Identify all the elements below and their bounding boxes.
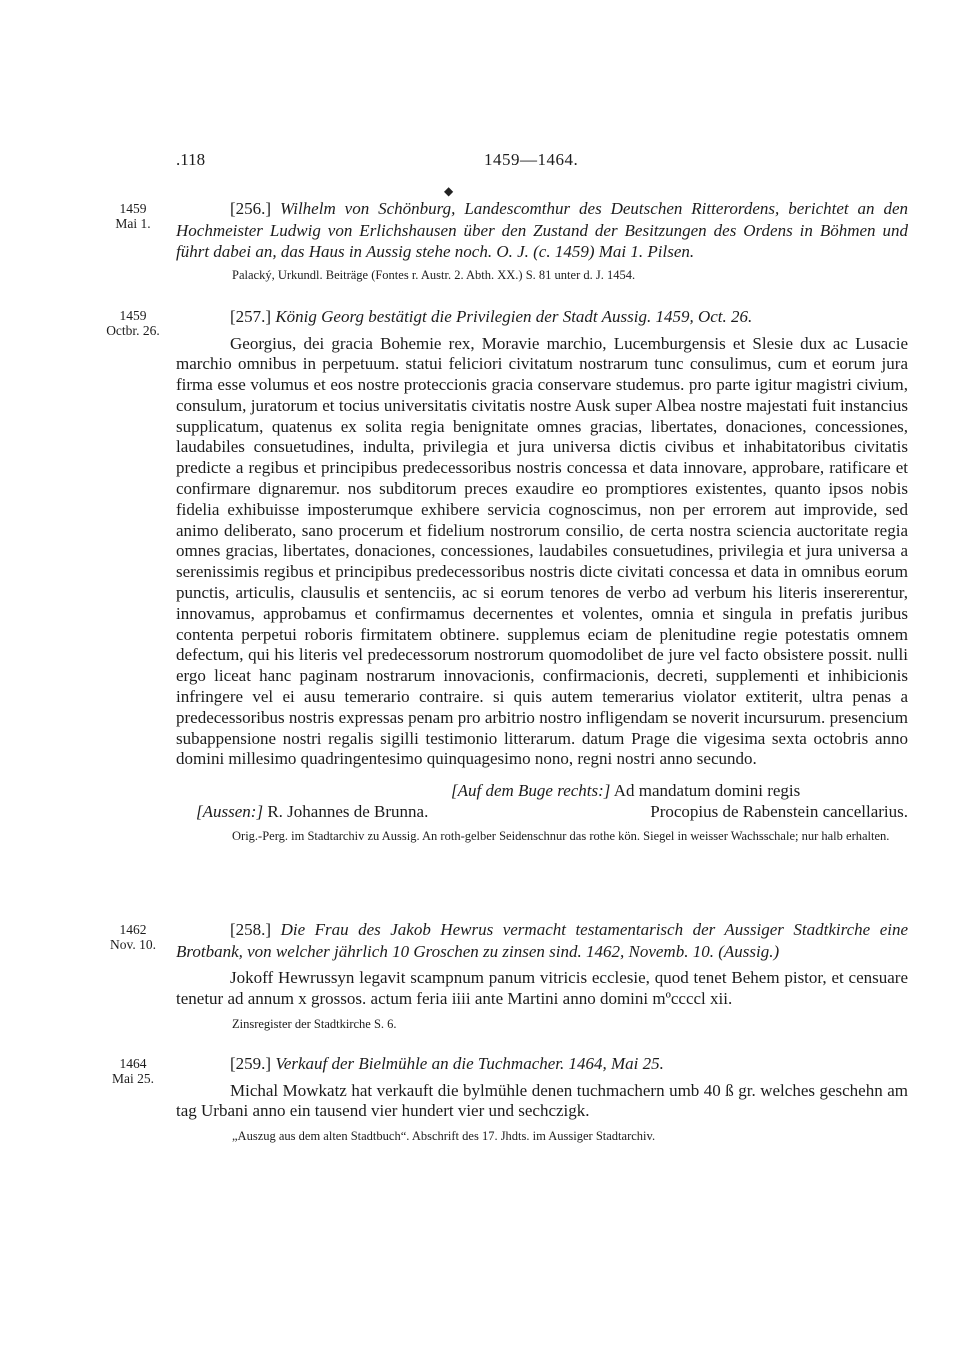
margin-day: Octbr. 26. <box>106 323 160 338</box>
margin-year: 1462 <box>119 922 147 937</box>
entry-256 <box>176 198 908 283</box>
plica-label: [Auf dem Buge rechts:] <box>451 781 611 801</box>
source-note: „Auszug aus dem alten Stadtbuch“. Abschrift des 17. Jhdts. im Aussiger Stadtarchiv. <box>232 1129 656 1144</box>
margin-date-257 <box>100 308 166 338</box>
entry-258 <box>176 919 908 1032</box>
signer: Procopius de Rabenstein cancellarius. <box>650 802 908 822</box>
document-text: Michal Mowkatz hat verkauft die bylmühle denen tuchmachern umb 40 ß gr. welches geschehn am tag Urbani anno ein tausend vier hundert vier und sechczigk. <box>176 1080 908 1121</box>
entry-number: [259.] <box>230 1054 272 1073</box>
plica-text: Ad mandatum domini regis <box>613 781 801 801</box>
outside-note <box>196 801 428 822</box>
margin-date-258 <box>100 922 166 952</box>
margin-day: Mai 25. <box>112 1071 154 1086</box>
margin-year: 1459 <box>119 308 147 323</box>
running-head: 1459—1464. <box>484 150 579 169</box>
entry-title: König Georg bestätigt die Privilegien der Stadt Aussig. 1459, Oct. 26. <box>275 307 753 326</box>
margin-day: Nov. 10. <box>110 937 156 952</box>
entry-257 <box>176 306 908 844</box>
document-text: Georgius, dei gracia Bohemie rex, Moravie marchio, Lucemburgensis et Slesie dux ac Lusacie marchio omnibus in perpetuum. statui feliciori civitatum nostrarum tunc consulimus, cum et eorum jura firma esse volumus et eos nostre proteccionis gracia conservare studemus. pro parte igitur magistri civium, consulum, juratorum et tocius universitatis civitatis nostre Ausk super Albea nostre majestati fuit instancius supplicatum, quatenus ex solita regia benignitate omnes gracias, libertates, donaciones, concessiones, laudabiles consuetudines, indulta, privilegia et jura universa dictis civibus et inhabitatoribus civitatis predicte a regibus et principibus predecessoribus nostris concessa et data innovare, approbare, ratificare et confirmare dignaremur. nos subditorum preces exaudire eo promptiores existentes, quanto ipsos nobis fidelia exhibuisse imposterumque exhibere servicia cognoscimus, non per errorem aut improvide, sed animo deliberato, sano procerum et fidelium nostrorum consilio, de certa nostra sciencia auctoritate regia omnes gracias, libertates, donaciones, concessiones, laudabiles consuetudines, privilegia et jura universa a serenissimis regibus et principibus predecessoribus nostris dicte civitati concessa et data in omnibus eorum punctis, articulis, clausulis et sentenciis, ac si eorum tenores de verbo ad verbum his literis insererentur, innovamus, approbamus et confirmamus decernentes et volentes, omnia et singula in prefatis juribus contenta perpetui roboris firmitatem obtinere. supplemus eciam de plenitudine regie potestatis omnem defectum, qui his literis vel predecessorum nostrorum quomodolibet de jure vel facto obsistere possit. nulli ergo liceat hanc paginam nostrarum innovacionis, confirmacionis, decreti, supplementi et inhibicionis infringere vel ei ausu temerario contraire. si quis autem temerarius violator extiterit, ultra penas a predecessoribus nostris expressas penam pro arbitrio nostro infligendam se noverit incursurum. presencium subappensione nostri regalis sigilli testimonio litterarum. datum Prage die vigesima sexta octobris anno domini millesimo quadringentesimo quinquagesimo nono, regni nostri anno secundo. <box>176 333 908 769</box>
entry-heading <box>176 1053 908 1075</box>
margin-year: 1459 <box>119 201 147 216</box>
outside-text: R. Johannes de Brunna. <box>267 802 429 822</box>
outside-label: [Aussen:] <box>196 802 264 822</box>
plica-note <box>176 780 908 801</box>
margin-date-259 <box>100 1056 166 1086</box>
entry-number: [257.] <box>230 307 272 326</box>
entry-title: Verkauf der Bielmühle an die Tuchmacher. 1464, Mai 25. <box>275 1054 664 1073</box>
ornament-mark: ◆ <box>444 184 454 198</box>
entry-heading <box>176 919 908 962</box>
signature-row <box>176 801 908 822</box>
entry-title: Die Frau des Jakob Hewrus vermacht testamentarisch der Aussiger Stadtkirche eine Brotbank, von welcher jährlich 10 Groschen zu zinsen sind. 1462, Novemb. 10. (Aussig.) <box>176 920 909 961</box>
margin-date-256 <box>100 201 166 231</box>
document-text: Jokoff Hewrussyn legavit scampnum panum vitricis ecclesie, quod tenet Behem pistor, et censuare tenetur ad annum x grossos. actum feria iiii ante Martini anno domini mºccccl xii. <box>176 968 908 1008</box>
source-note: Zinsregister der Stadtkirche S. 6. <box>232 1016 397 1031</box>
entry-number: [256.] <box>230 199 272 218</box>
page-number: .118 <box>176 150 206 169</box>
margin-year: 1464 <box>119 1056 147 1071</box>
source-note: Orig.-Perg. im Stadtarchiv zu Aussig. An roth-gelber Seidenschnur das rothe kön. Siegel in weisser Wachsschale; nur halb erhalten. <box>232 829 890 844</box>
margin-day: Mai 1. <box>115 216 151 231</box>
entry-heading <box>176 198 908 263</box>
entry-259 <box>176 1053 908 1144</box>
entry-number: [258.] <box>230 920 272 939</box>
source-note: Palacký, Urkundl. Beiträge (Fontes r. Austr. 2. Abth. XX.) S. 81 unter d. J. 1454. <box>232 267 636 282</box>
entry-title: Wilhelm von Schönburg, Landescomthur des Deutschen Ritterordens, berichtet an den Hochmeister Ludwig von Erlichshausen über den Zustand der Besitzungen des Ordens in Böhmen und führt dabei an, das Haus in Aussig stehe noch. O. J. (c. 1459) Mai 1. Pilsen. <box>176 199 909 261</box>
entry-heading <box>176 306 908 328</box>
